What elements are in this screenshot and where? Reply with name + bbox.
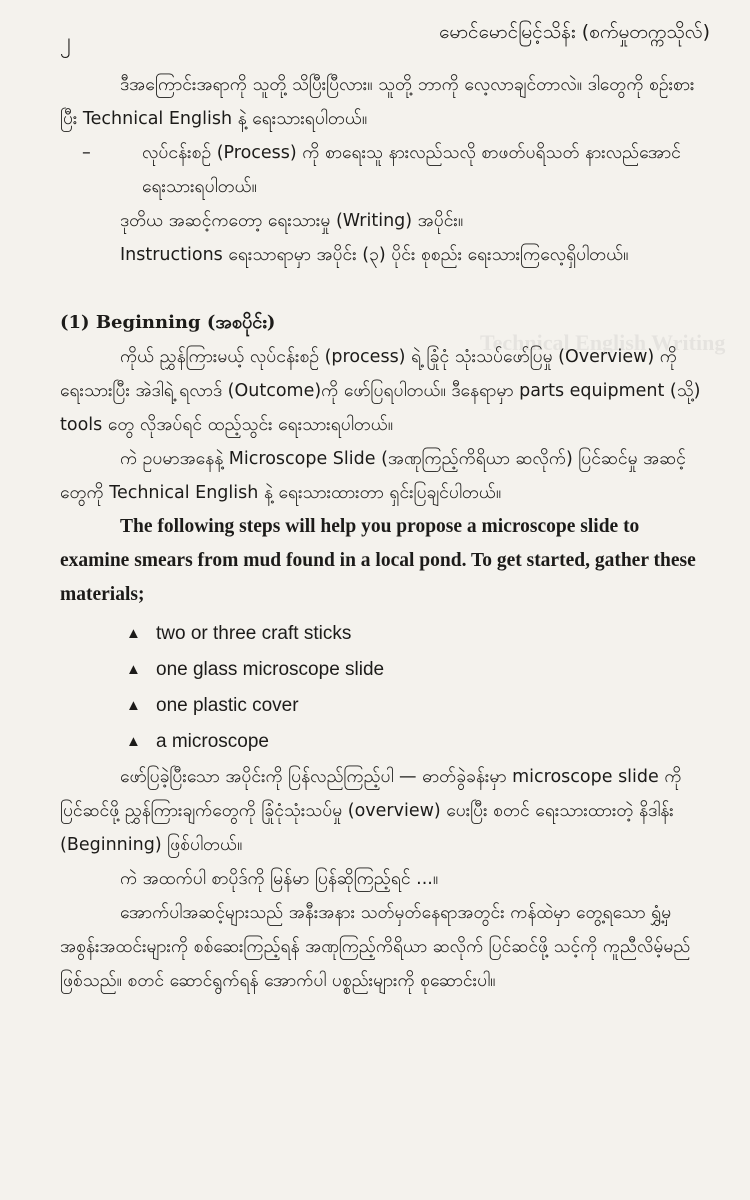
section-heading: (1) Beginning (အစပိုင်း)	[60, 312, 276, 333]
materials-list-item	[60, 652, 710, 688]
paragraph-4: ကိုယ် ညွှန်ကြားမယ့် လုပ်ငန်းစဉ် (process) ရဲ့ ခြုံငုံ သုံးသပ်ဖော်ပြမှု (Overview) ကို ရေးသားပြီး အဲဒါရဲ့ ရလာဒ် (Outcome)ကို ဖော်ပြရပါတယ်။ ဒီနေရာမှာ parts equipment (သို့) tools တွေ လိုအပ်ရင် ထည့်သွင်း ရေးသားရပါတယ်။	[60, 347, 701, 435]
triangle-bullet-icon: ▲	[126, 697, 141, 714]
paragraph-1: ဒီအကြောင်းအရာကို သူတို့ သိပြီးပြီလား။ သူတို့ ဘာကို လေ့လာချင်တာလဲ။ ဒါတွေကို စဉ်းစားပြီး Technical English နဲ့ ရေးသားရပါတယ်။	[60, 75, 695, 129]
material-label: one glass microscope slide	[156, 659, 385, 680]
spacer	[60, 272, 710, 306]
page-body	[60, 68, 710, 998]
materials-list-item	[60, 616, 710, 652]
dash-marker: –	[82, 143, 91, 163]
materials-list-item	[60, 688, 710, 724]
material-label: a microscope	[156, 731, 269, 752]
triangle-bullet-icon: ▲	[126, 733, 141, 750]
page-header	[60, 20, 710, 60]
paragraph-3: Instructions ရေးသာရာမှာ အပိုင်း (၃) ပိုင်း စုစည်း ရေးသားကြလေ့ရှိပါတယ်။	[120, 245, 629, 265]
triangle-bullet-icon: ▲	[126, 661, 141, 678]
dash-item-text: လုပ်ငန်းစဉ် (Process) ကို စာရေးသူ နားလည်သလို စာဖတ်ပရိသတ် နားလည်အောင် ရေးသားရပါတယ်။	[142, 143, 681, 197]
materials-list	[60, 616, 710, 760]
paragraph-8: အောက်ပါအဆင့်များသည် အနီးအနား သတ်မှတ်နေရာအတွင်း ကန်ထဲမှာ တွေ့ရသော ရွှံ့မှ အစွန်းအထင်းများကို စစ်ဆေးကြည့်ရန် အဏုကြည့်ကိရိယာ ဆလိုက် ပြင်ဆင်ဖို့ သင့်ကို ကူညီလိမ့်မည် ဖြစ်သည်။ စတင် ဆောင်ရွက်ရန် အောက်ပါ ပစ္စည်းများကို စုဆောင်းပါ။	[60, 903, 691, 991]
dash-list-item	[60, 136, 710, 204]
materials-list-item	[60, 724, 710, 760]
triangle-bullet-icon: ▲	[126, 625, 141, 642]
paragraph-7: ကဲ အထက်ပါ စာပိုဒ်ကို မြန်မာ ပြန်ဆိုကြည့်ရင် ...။	[120, 869, 439, 889]
running-title: မောင်မောင်မြင့်သိန်း (စက်မှုတက္ကသိုလ်)	[439, 21, 710, 43]
material-label: one plastic cover	[156, 695, 299, 716]
english-example-paragraph: The following steps will help you propose a microscope slide to examine smears from mud found in a local pond. To get started, gather these materials;	[60, 516, 696, 605]
paragraph-5: ကဲ ဥပမာအနေနဲ့ Microscope Slide (အဏုကြည့်ကိရိယာ ဆလိုက်) ပြင်ဆင်မှု အဆင့်တွေကို Technical English နဲ့ ရေးသားထားတာ ရှင်းပြချင်ပါတယ်။	[60, 449, 686, 503]
paragraph-6: ဖော်ပြခဲ့ပြီးသော အပိုင်းကို ပြန်လည်ကြည့်ပါ — ဓာတ်ခွဲခန်းမှာ microscope slide ကို ပြင်ဆင်ဖို့ ညွှန်ကြားချက်တွေကို ခြုံငုံသုံးသပ်မှု (overview) ပေးပြီး စတင် ရေးသားထားတဲ့ နိဒါန်း (Beginning) ဖြစ်ပါတယ်။	[60, 767, 682, 855]
material-label: two or three craft sticks	[156, 623, 352, 644]
bleed-through-watermark: Technical English Writing	[480, 330, 726, 355]
page-number: ၂	[60, 29, 71, 54]
paragraph-2: ဒုတိယ အဆင့်ကတော့ ရေးသားမှု (Writing) အပိုင်း။	[120, 211, 464, 231]
